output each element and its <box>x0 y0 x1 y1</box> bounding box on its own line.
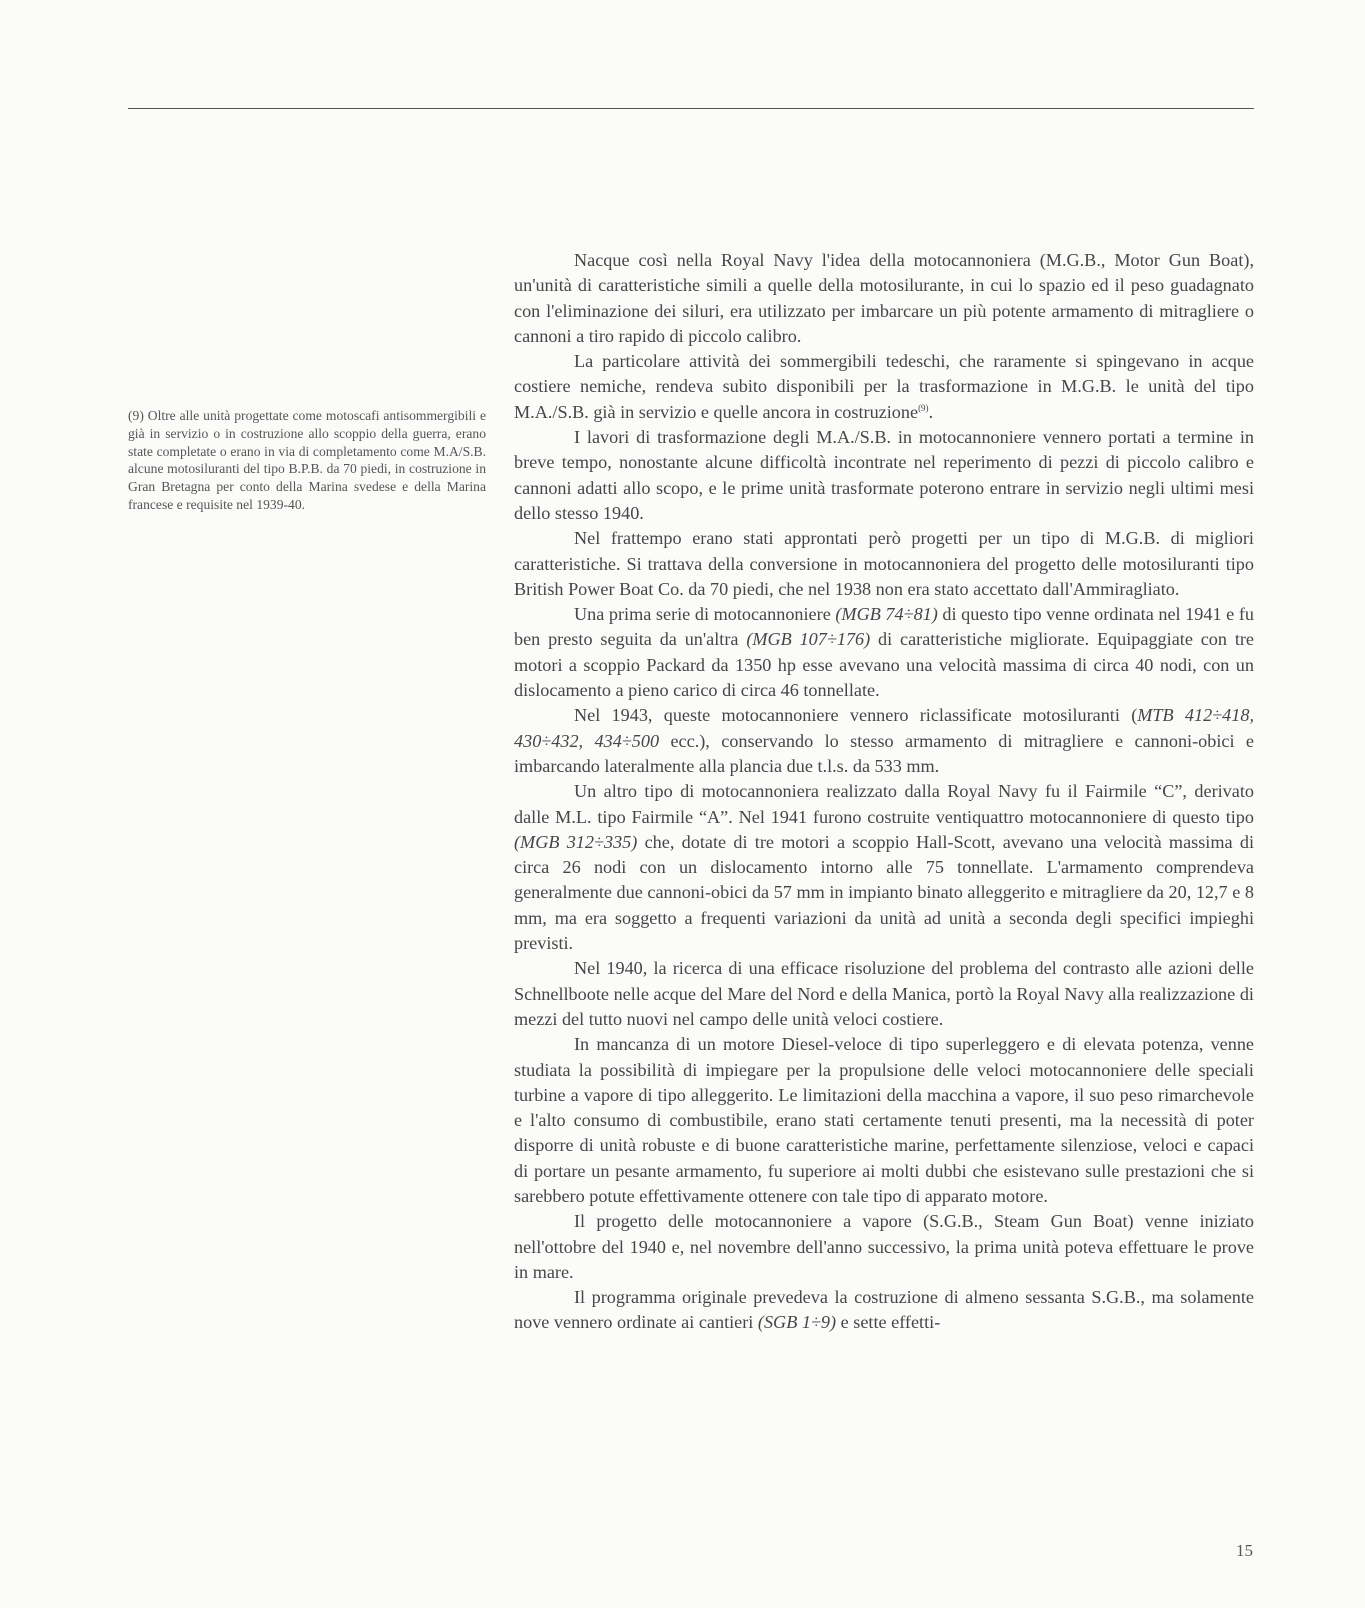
italic-text: (MGB 74÷81) <box>835 604 938 625</box>
italic-text: (MGB 107÷176) <box>746 629 871 650</box>
page-number: 15 <box>1236 1541 1253 1560</box>
paragraph <box>514 779 1254 956</box>
paragraph <box>514 1285 1254 1336</box>
italic-text: MTB 412÷418, 430÷432, 434÷500 <box>514 705 1254 751</box>
italic-text: (SGB 1÷9) <box>757 1312 837 1333</box>
footnote-text: (9) Oltre alle unità progettate come motoscafi antisommergibili e già in servizio o in costruzione allo scoppio della guerra, erano state completate o erano in via di completamento come M.A/S.B. alcune motosiluranti del tipo B.P.B. da 70 piedi, in costruzione in Gran Bretagna per conto della Marina svedese e della Marina francese e requisite nel 1939-40. <box>128 408 486 512</box>
paragraph-text: Nel frattempo erano stati approntati però progetti per un tipo di M.G.B. di migliori caratteristiche. Si trattava della conversione in motocannoniera del progetto delle motosiluranti tipo British Power Boat Co. da 70 piedi, che nel 1938 non era stato accettato dall'Ammiragliato. <box>514 528 1254 599</box>
paragraph-text: di questo tipo venne ordinata nel 1941 e fu ben presto seguita da un'altra <box>514 604 1254 650</box>
footnote <box>128 407 486 514</box>
paragraph-text: La particolare attività dei sommergibili tedeschi, che raramente si spingevano in acque costiere nemiche, rendeva subito disponibili per la trasformazione in M.G.B. le unità del tipo M.A./S.B. già in servizio e quelle ancora in costruzione <box>514 351 1254 422</box>
paragraph-text: e sette effetti- <box>836 1312 941 1333</box>
paragraph-text: Nel 1943, queste motocannoniere vennero riclassificate motosiluranti ( <box>574 705 1138 726</box>
paragraph <box>514 248 1254 349</box>
paragraph-text: Un altro tipo di motocannoniera realizzato dalla Royal Navy fu il Fairmile “C”, derivato dalle M.L. tipo Fairmile “A”. Nel 1941 furono costruite ventiquattro motocannoniere di questo tipo <box>514 781 1254 827</box>
paragraph <box>514 425 1254 526</box>
paragraph-text: In mancanza di un motore Diesel-veloce di tipo superleggero e di elevata potenza, venne studiata la possibilità di impiegare per la propulsione delle veloci motocannoniere delle speciali turbine a vapore di tipo alleggerito. Le limitazioni della macchina a vapore, il suo peso rimarchevole e l'alto consumo di combustibile, erano stati certamente tenuti presenti, ma la necessità di poter disporre di unità robuste e di buone caratteristiche marine, perfettamente silenziose, veloci e capaci di portare un pesante armamento, fu superiore ai molti dubbi che esistevano sulle prestazioni che si sarebbero potute effettivamente ottenere con tale tipo di apparato motore. <box>514 1034 1254 1206</box>
italic-text: (MGB 312÷335) <box>514 831 638 852</box>
paragraph-text: ecc.), conservando lo stesso armamento di mitragliere e cannoni-obici e imbarcando lateralmente alla plancia due t.l.s. da 533 mm. <box>514 730 1254 776</box>
paragraph-text: I lavori di trasformazione degli M.A./S.B. in motocannoniere vennero portati a termine in breve tempo, nonostante alcune difficoltà incontrate nel reperimento di pezzi di piccolo calibro e cannoni adatti allo scopo, e le prime unità trasformate poterono entrare in servizio negli ultimi mesi dello stesso 1940. <box>514 427 1254 523</box>
paragraph-text: che, dotate di tre motori a scoppio Hall-Scott, avevano una velocità massima di circa 26 nodi con un dislocamento intorno alle 75 tonnellate. L'armamento comprendeva generalmente due cannoni-obici da 57 mm in impianto binato alleggerito e mitragliere da 20, 12,7 e 8 mm, ma era soggetto a frequenti variazioni da unità ad unità a seconda degli specifici impieghi previsti. <box>514 831 1254 954</box>
footnote-ref: (9) <box>918 402 929 413</box>
paragraph <box>514 1209 1254 1285</box>
paragraph <box>514 1032 1254 1209</box>
paragraph-text: di caratteristiche migliorate. Equipaggiate con tre motori a scoppio Packard da 1350 hp esse avevano una velocità massima di circa 40 nodi, con un dislocamento a pieno carico di circa 46 tonnellate. <box>514 629 1254 701</box>
header-rule <box>128 108 1254 109</box>
paragraph-text: Il progetto delle motocannoniere a vapore (S.G.B., Steam Gun Boat) venne iniziato nell'ottobre del 1940 e, nel novembre dell'anno successivo, la prima unità poteva effettuare le prove in mare. <box>514 1211 1254 1282</box>
paragraph-text: . <box>928 401 934 422</box>
paragraph <box>514 703 1254 779</box>
paragraph <box>514 956 1254 1032</box>
paragraph-text: Il programma originale prevedeva la costruzione di almeno sessanta S.G.B., ma solamente nove vennero ordinate ai cantieri <box>514 1287 1254 1333</box>
paragraph-text: Una prima serie di motocannoniere <box>574 604 836 625</box>
paragraph <box>514 602 1254 703</box>
paragraph <box>514 349 1254 425</box>
paragraph-text: Nacque così nella Royal Navy l'idea della motocannoniera (M.G.B., Motor Gun Boat), un'unità di caratteristiche simili a quelle della motosilurante, in cui lo spazio ed il peso guadagnato con l'eliminazione dei siluri, era utilizzato per imbarcare un più potente armamento di mitragliere o cannoni a tiro rapido di piccolo calibro. <box>514 250 1254 346</box>
body-text <box>514 248 1254 1336</box>
paragraph <box>514 526 1254 602</box>
paragraph-text: Nel 1940, la ricerca di una efficace risoluzione del problema del contrasto alle azioni delle Schnellboote nelle acque del Mare del Nord e della Manica, portò la Royal Navy alla realizzazione di mezzi del tutto nuovi nel campo delle unità veloci costiere. <box>514 958 1254 1029</box>
